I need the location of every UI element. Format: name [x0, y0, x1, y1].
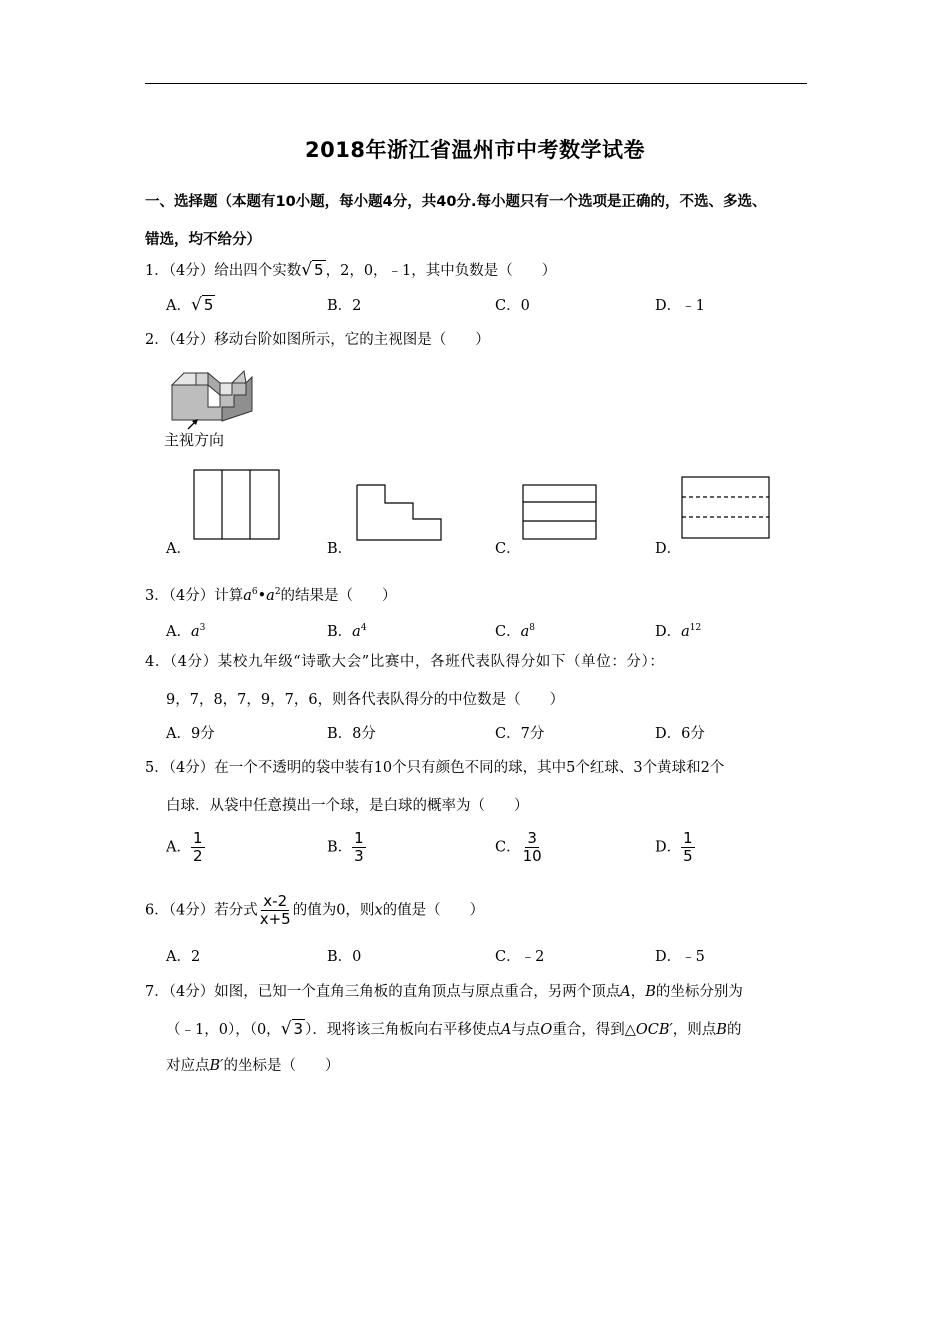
section-heading-line1: 一、选择题（本题有10小题，每小题4分，共40分.每小题只有一个选项是正确的，不选、多选、 [145, 194, 767, 210]
section-heading-line2: 错选，均不给分） [145, 232, 261, 248]
q2-option-a-figure [193, 469, 281, 541]
q5-option-d: D． $\frac{1}{5}$ [655, 829, 693, 865]
q3-option-b: B．$a^4$ [327, 623, 367, 640]
q2-option-d: D． [655, 541, 682, 557]
fraction: $\frac{1}{5}$ [683, 829, 693, 865]
sqrt-expression: √ 3 [280, 1019, 304, 1039]
fraction: $\frac{x-2}{x+5}$ [259, 892, 291, 928]
question-5-line1: 5．（4分）在一个不透明的袋中装有10个只有颜色不同的球，其中5个红球、3个黄球和2个 [145, 760, 725, 776]
question-5-line2: 白球．从袋中任意摸出一个球，是白球的概率为（ ） [166, 798, 529, 814]
fraction: $\frac{1}{3}$ [354, 829, 364, 865]
header-rule [145, 83, 807, 84]
q6-option-d: D．﹣5 [655, 949, 705, 965]
question-7-line1: 7．（4分）如图，已知一个直角三角板的直角顶点与原点重合，另两个顶点A，B的坐标分别为 [145, 984, 743, 1000]
question-2: 2．（4分）移动台阶如图所示，它的主视图是（ ） [145, 332, 490, 348]
q3-option-a: A．$a^3$ [166, 623, 206, 640]
q5-option-b: B． $\frac{1}{3}$ [327, 829, 364, 865]
q1-option-d: D．﹣1 [655, 298, 705, 314]
q1-option-c: C．0 [495, 298, 530, 314]
question-1: 1．（4分）给出四个实数√ 5 ，2，0，﹣1，其中负数是（ ） [145, 260, 557, 280]
q6-option-c: C．﹣2 [495, 949, 545, 965]
q1-option-b: B．2 [327, 298, 362, 314]
q3-option-d: D．$a^{12}$ [655, 623, 702, 640]
question-7-line3: 对应点B′的坐标是（ ） [166, 1058, 340, 1074]
q6-option-b: B．0 [327, 949, 362, 965]
q3-option-c: C．$a^8$ [495, 623, 535, 640]
q2-option-b: B． [327, 541, 353, 557]
q2-option-a: A． [166, 541, 191, 557]
q4-option-d: D．6分 [655, 726, 705, 742]
question-6: 6．（4分）若分式 $\frac{x-2}{x+5}$ 的值为0，则x的值是（ ） [145, 892, 485, 928]
sqrt-expression: √ 5 [190, 295, 214, 315]
q2-option-c: C． [495, 541, 521, 557]
q4-option-a: A．9分 [166, 726, 215, 742]
q5-option-c: C． $\frac{3}{10}$ [495, 829, 542, 865]
q4-option-b: B．8分 [327, 726, 376, 742]
q5-option-a: A． $\frac{1}{2}$ [166, 829, 203, 865]
q1-option-a: A．√ 5 [166, 295, 214, 315]
question-7-line2: （﹣1，0），（0，√ 3 ）．现将该三角板向右平移使点A与点O重合，得到△OCB′，则点B的 [166, 1019, 742, 1039]
q2-option-c-figure [522, 484, 598, 542]
figure-caption: 主视方向 [164, 431, 225, 449]
question-4-line1: 4．（4分）某校九年级“诗歌大会”比赛中，各班代表队得分如下（单位：分）： [145, 654, 665, 670]
q4-option-c: C．7分 [495, 726, 545, 742]
sqrt-expression: √ 5 [301, 260, 324, 280]
fraction: $\frac{3}{10}$ [522, 829, 542, 865]
question-3: 3．（4分）计算$a^6•a^2$的结果是（ ） [145, 587, 397, 604]
q2-option-b-figure [356, 484, 444, 542]
page-title: 2018年浙江省温州市中考数学试卷 [305, 138, 645, 162]
fraction: $\frac{1}{2}$ [192, 829, 203, 865]
q2-option-d-figure [681, 476, 771, 540]
q6-option-a: A．2 [166, 949, 201, 965]
staircase-figure [160, 365, 255, 430]
question-4-line2: 9，7，8，7，9，7，6，则各代表队得分的中位数是（ ） [166, 692, 565, 708]
